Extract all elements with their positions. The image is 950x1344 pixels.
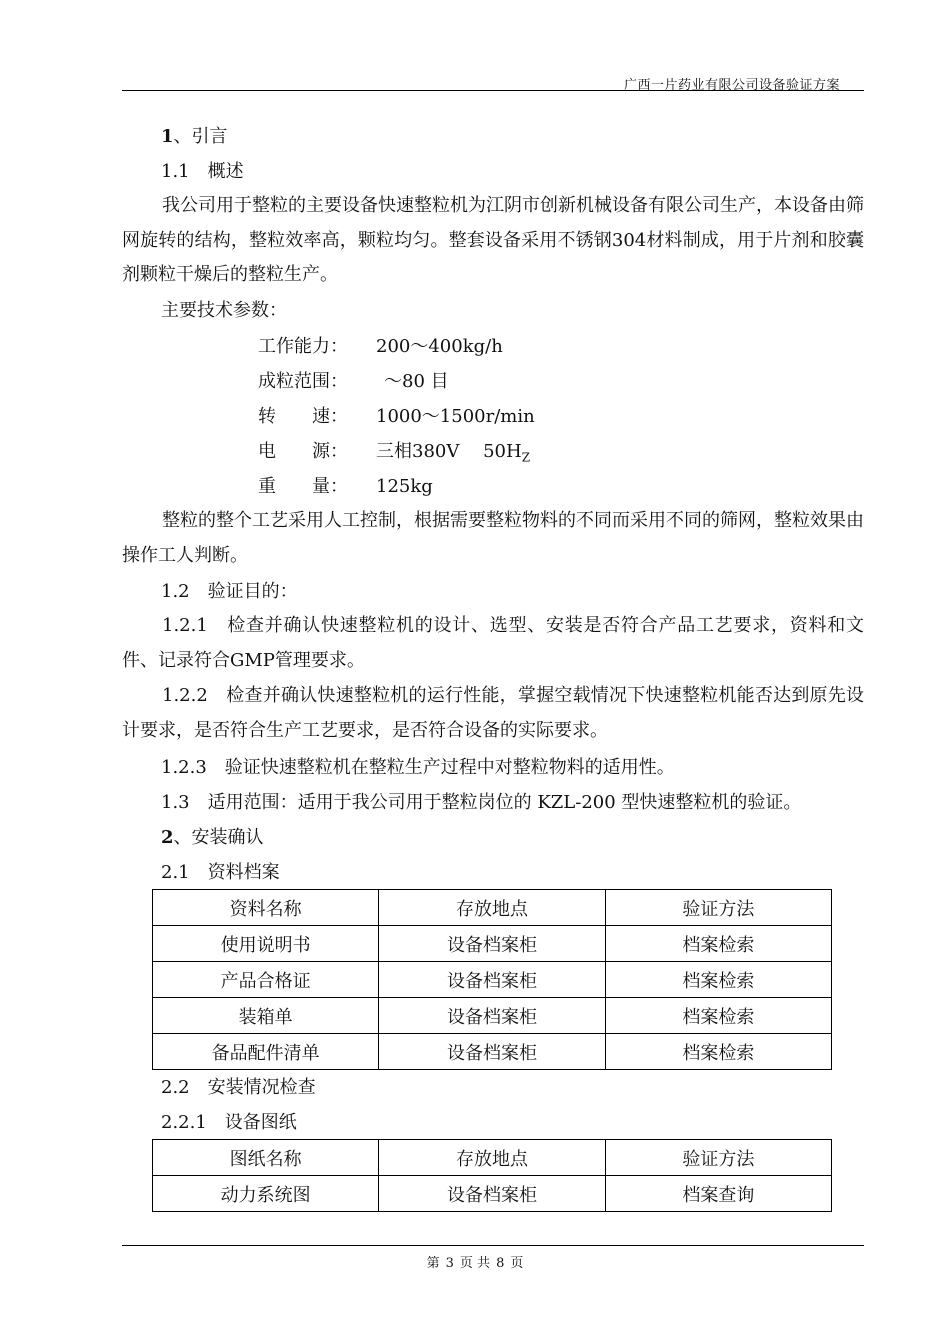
table-header-cell: 资料名称 bbox=[153, 890, 379, 926]
table-row bbox=[153, 1034, 832, 1070]
section-2-heading bbox=[161, 826, 264, 850]
table-header-row bbox=[153, 890, 832, 926]
section-1-2-2-paragraph: 1.2.2 检查并确认快速整粒机的运行性能，掌握空载情况下快速整粒机能否达到原先设计要求，是否符合生产工艺要求，是否符合设备的实际要求。 bbox=[122, 685, 864, 741]
table-cell: 档案检索 bbox=[605, 998, 831, 1034]
footer-middle: 页 共 bbox=[459, 1256, 491, 1271]
footer-page-total: 8 bbox=[496, 1256, 505, 1271]
param-weight-label: 重 量： bbox=[258, 476, 348, 497]
param-power-text: 三相380V 50H bbox=[376, 441, 522, 462]
param-speed-value: 1000～1500r/min bbox=[376, 406, 535, 427]
footer-suffix: 页 bbox=[510, 1256, 524, 1271]
section-1-2-1-paragraph: 1.2.1 检查并确认快速整粒机的设计、选型、安装是否符合产品工艺要求，资料和文件、记录符合GMP管理要求。 bbox=[122, 615, 864, 671]
table-cell: 设备档案柜 bbox=[379, 998, 605, 1034]
table-cell: 装箱单 bbox=[153, 998, 379, 1034]
param-speed-label: 转 速： bbox=[258, 406, 348, 427]
section-1-2-3-heading: 1.2.3 验证快速整粒机在整粒生产过程中对整粒物料的适用性。 bbox=[161, 757, 675, 778]
header-rule bbox=[122, 90, 864, 91]
table-row bbox=[153, 926, 832, 962]
table-header-cell: 存放地点 bbox=[379, 1140, 605, 1176]
page-header: 广西一片药业有限公司设备验证方案 bbox=[624, 78, 841, 93]
table-cell: 设备档案柜 bbox=[379, 962, 605, 998]
footer-prefix: 第 bbox=[426, 1256, 440, 1271]
table-cell: 档案检索 bbox=[605, 926, 831, 962]
table-cell: 产品合格证 bbox=[153, 962, 379, 998]
section-2-title: 、安装确认 bbox=[173, 827, 264, 848]
footer-page-number: 3 bbox=[445, 1256, 454, 1271]
section-1-heading bbox=[161, 125, 228, 149]
param-weight-value: 125kg bbox=[376, 476, 433, 497]
section-1-2-heading: 1.2 验证目的： bbox=[161, 581, 298, 602]
table-cell: 备品配件清单 bbox=[153, 1034, 379, 1070]
table-cell: 动力系统图 bbox=[153, 1176, 379, 1212]
section-1-1-heading: 1.1 概述 bbox=[161, 161, 244, 182]
section-2-1-heading: 2.1 资料档案 bbox=[161, 862, 280, 883]
section-2-number: 2 bbox=[161, 827, 174, 848]
section-2-2-heading: 2.2 安装情况检查 bbox=[161, 1077, 316, 1098]
param-range-value: ～80 目 bbox=[384, 371, 449, 392]
param-capacity-label: 工作能力： bbox=[258, 336, 348, 357]
param-power-subscript: Z bbox=[521, 450, 531, 465]
table-cell: 设备档案柜 bbox=[379, 1034, 605, 1070]
param-range-label: 成粒范围： bbox=[258, 371, 348, 392]
table-cell: 设备档案柜 bbox=[379, 926, 605, 962]
table-cell: 设备档案柜 bbox=[379, 1176, 605, 1212]
drawings-table bbox=[152, 1139, 832, 1212]
table-cell: 使用说明书 bbox=[153, 926, 379, 962]
table-header-row bbox=[153, 1140, 832, 1176]
table-header-cell: 验证方法 bbox=[605, 890, 831, 926]
params-title: 主要技术参数： bbox=[161, 300, 287, 321]
page-footer bbox=[0, 1252, 950, 1271]
table-row bbox=[153, 962, 832, 998]
footer-rule bbox=[122, 1245, 864, 1246]
table-header-cell: 验证方法 bbox=[605, 1140, 831, 1176]
table-cell: 档案检索 bbox=[605, 962, 831, 998]
table-row bbox=[153, 998, 832, 1034]
section-2-2-1-heading: 2.2.1 设备图纸 bbox=[161, 1112, 297, 1133]
table-cell: 档案检索 bbox=[605, 1034, 831, 1070]
control-paragraph: 整粒的整个工艺采用人工控制，根据需要整粒物料的不同而采用不同的筛网，整粒效果由操作工人判断。 bbox=[122, 510, 864, 566]
param-capacity-value: 200～400kg/h bbox=[376, 336, 503, 357]
table-cell: 档案查询 bbox=[605, 1176, 831, 1212]
section-1-number: 1 bbox=[161, 126, 174, 147]
table-row bbox=[153, 1176, 832, 1212]
section-1-3-heading: 1.3 适用范围：适用于我公司用于整粒岗位的 KZL-200 型快速整粒机的验证。 bbox=[161, 792, 802, 813]
table-header-cell: 图纸名称 bbox=[153, 1140, 379, 1176]
section-1-title: 、引言 bbox=[173, 126, 228, 147]
param-power-value bbox=[376, 440, 530, 470]
table-header-cell: 存放地点 bbox=[379, 890, 605, 926]
param-power-label: 电 源： bbox=[258, 441, 348, 462]
intro-paragraph: 我公司用于整粒的主要设备快速整粒机为江阴市创新机械设备有限公司生产，本设备由筛网旋转的结构，整粒效率高，颗粒均匀。整套设备采用不锈钢304材料制成，用于片剂和胶囊剂颗粒干燥后的整粒生产。 bbox=[122, 195, 864, 285]
documents-table bbox=[152, 889, 832, 1070]
